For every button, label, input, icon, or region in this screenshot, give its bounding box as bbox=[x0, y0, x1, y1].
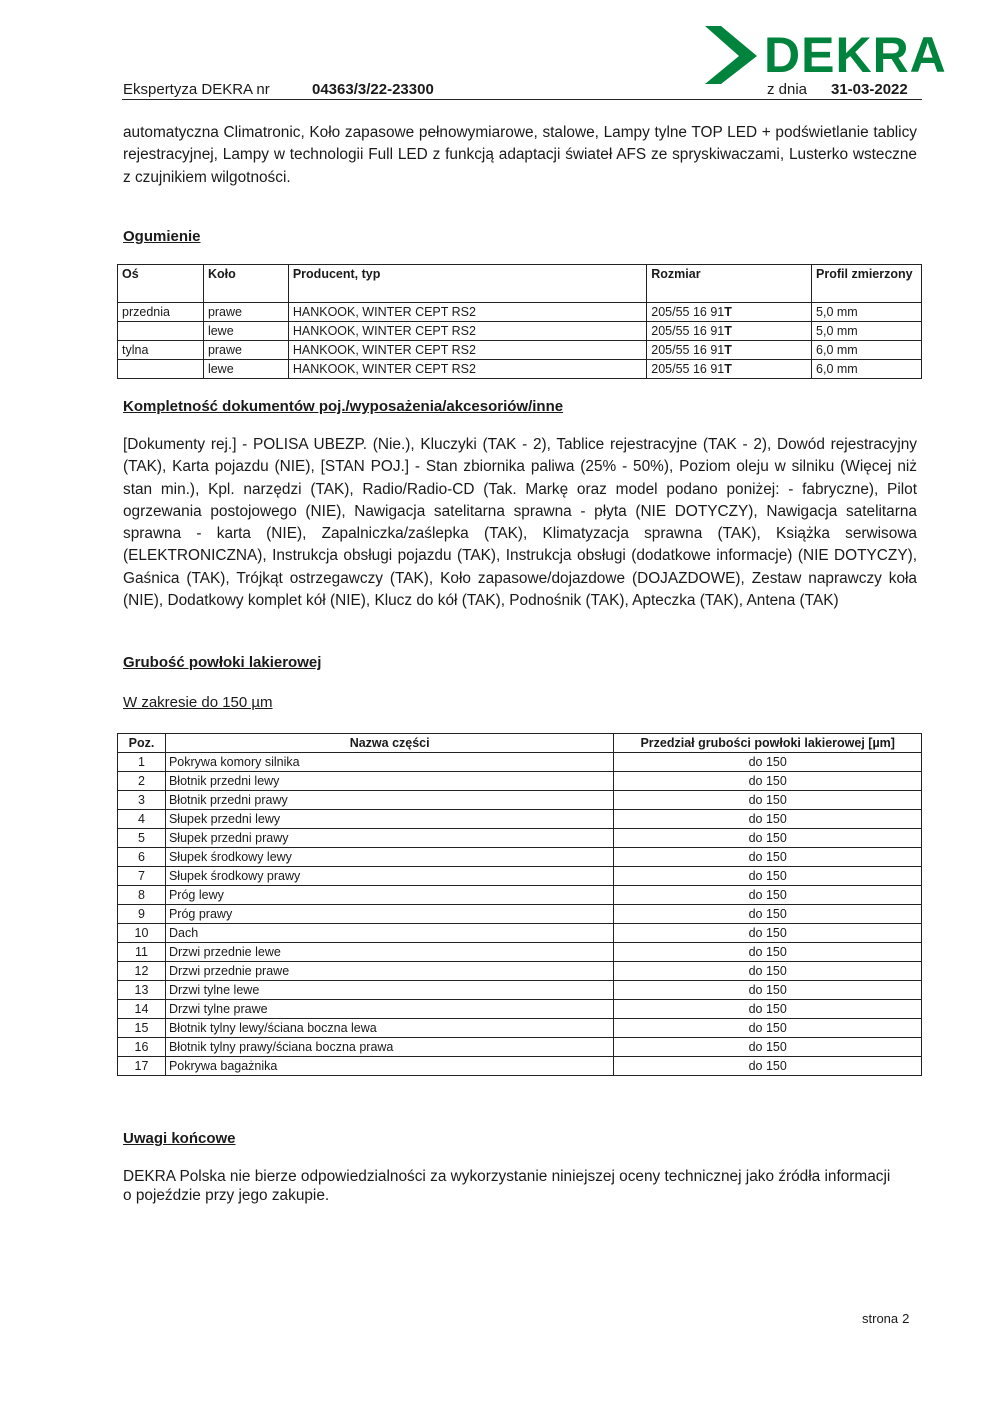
dekra-wordmark: DEKRA bbox=[764, 27, 947, 83]
part-name-cell: Błotnik tylny lewy/ściana boczna lewa bbox=[165, 1019, 613, 1038]
expertise-label: Ekspertyza DEKRA nr bbox=[123, 81, 270, 98]
part-name-cell: Drzwi tylne prawe bbox=[165, 1000, 613, 1019]
completeness-text: [Dokumenty rej.] - POLISA UBEZP. (Nie.), Kluczyki (TAK - 2), Tablice rejestracyjne (TAK - 2), Dowód rejestracyjny (TAK), Karta pojazdu (NIE), [STAN POJ.] - Stan zbiornika paliwa (25% - 50%), Poziom oleju w silniku (Więcej niż stan min.), Kpl. narzędzi (TAK), Radio/Radio-CD (Tak. Markę oraz model podano poniżej: - fabryczne), Pilot ogrzewania postojowego (NIE), Nawigacja satelitarna sprawna - płyta (NIE DOTYCZY), Nawigacja satelitarna sprawna - karta (NIE), Zapalniczka/zaślepka (TAK), Klimatyzacja sprawna (TAK), Książka serwisowa (ELEKTRONICZNA), Instrukcja obsługi pojazdu (TAK), Instrukcja obsługi (dodatkowe informacje) (NIE DOTYCZY), Gaśnica (TAK), Trójkąt ostrzegawczy (TAK), Koło zapasowe/dojazdowe (DOJAZDOWE), Zestaw naprawczy koła (NIE), Dodatkowy komplet kół (NIE), Klucz do kół (TAK), Podnośnik (TAK), Apteczka (TAK), Antena (TAK) bbox=[123, 436, 917, 610]
position-cell: 6 bbox=[118, 848, 166, 867]
document-date: 31-03-2022 bbox=[831, 81, 908, 98]
remarks-text: DEKRA Polska nie bierze odpowiedzialności za wykorzystanie niniejszej oceny technicznej jako źródła informacji o pojeździe przy jego zakupie. bbox=[123, 1168, 891, 1204]
table-row bbox=[118, 303, 922, 322]
table-row bbox=[118, 772, 922, 791]
thickness-cell: do 150 bbox=[614, 753, 922, 772]
table-row bbox=[118, 943, 922, 962]
col-axle: Oś bbox=[118, 265, 204, 303]
part-name-cell: Błotnik przedni lewy bbox=[165, 772, 613, 791]
position-cell: 10 bbox=[118, 924, 166, 943]
col-producer: Producent, typ bbox=[288, 265, 646, 303]
axle-cell bbox=[118, 322, 204, 341]
producer-cell: HANKOOK, WINTER CEPT RS2 bbox=[288, 303, 646, 322]
thickness-cell: do 150 bbox=[614, 943, 922, 962]
table-row bbox=[118, 753, 922, 772]
producer-cell: HANKOOK, WINTER CEPT RS2 bbox=[288, 322, 646, 341]
dekra-arrow-icon bbox=[703, 24, 759, 84]
table-row bbox=[118, 341, 922, 360]
date-label: z dnia bbox=[767, 81, 808, 98]
size-cell bbox=[647, 360, 812, 379]
table-row bbox=[118, 848, 922, 867]
axle-cell: przednia bbox=[118, 303, 204, 322]
thickness-cell: do 150 bbox=[614, 772, 922, 791]
thickness-cell: do 150 bbox=[614, 829, 922, 848]
table-row bbox=[118, 924, 922, 943]
size-cell bbox=[647, 303, 812, 322]
table-row bbox=[118, 1038, 922, 1057]
size-value: 205/55 16 91 bbox=[651, 324, 725, 338]
size-value: 205/55 16 91 bbox=[651, 343, 725, 357]
thickness-cell: do 150 bbox=[614, 886, 922, 905]
table-row bbox=[118, 886, 922, 905]
table-row bbox=[118, 810, 922, 829]
speed-index: T bbox=[724, 324, 732, 338]
position-cell: 5 bbox=[118, 829, 166, 848]
table-row bbox=[118, 1019, 922, 1038]
thickness-cell: do 150 bbox=[614, 1038, 922, 1057]
position-cell: 1 bbox=[118, 753, 166, 772]
paint-table bbox=[117, 733, 922, 1076]
part-name-cell: Próg prawy bbox=[165, 905, 613, 924]
thickness-cell: do 150 bbox=[614, 1000, 922, 1019]
thickness-cell: do 150 bbox=[614, 905, 922, 924]
position-cell: 4 bbox=[118, 810, 166, 829]
part-name-cell: Słupek środkowy prawy bbox=[165, 867, 613, 886]
thickness-cell: do 150 bbox=[614, 1019, 922, 1038]
position-cell: 2 bbox=[118, 772, 166, 791]
table-row bbox=[118, 322, 922, 341]
profile-cell: 6,0 mm bbox=[812, 360, 922, 379]
col-profile: Profil zmierzony bbox=[812, 265, 922, 303]
size-value: 205/55 16 91 bbox=[651, 362, 725, 376]
table-row bbox=[118, 829, 922, 848]
col-thickness-range: Przedział grubości powłoki lakierowej [µm] bbox=[614, 734, 922, 753]
part-name-cell: Błotnik przedni prawy bbox=[165, 791, 613, 810]
speed-index: T bbox=[724, 343, 732, 357]
thickness-cell: do 150 bbox=[614, 867, 922, 886]
producer-cell: HANKOOK, WINTER CEPT RS2 bbox=[288, 341, 646, 360]
wheel-cell: prawe bbox=[203, 303, 288, 322]
position-cell: 11 bbox=[118, 943, 166, 962]
wheel-cell: lewe bbox=[203, 360, 288, 379]
col-position: Poz. bbox=[118, 734, 166, 753]
position-cell: 15 bbox=[118, 1019, 166, 1038]
part-name-cell: Drzwi przednie lewe bbox=[165, 943, 613, 962]
part-name-cell: Słupek środkowy lewy bbox=[165, 848, 613, 867]
position-cell: 13 bbox=[118, 981, 166, 1000]
dekra-logo bbox=[703, 24, 947, 84]
size-cell bbox=[647, 322, 812, 341]
paint-table-body bbox=[118, 753, 922, 1076]
table-row bbox=[118, 360, 922, 379]
part-name-cell: Słupek przedni prawy bbox=[165, 829, 613, 848]
position-cell: 14 bbox=[118, 1000, 166, 1019]
part-name-cell: Słupek przedni lewy bbox=[165, 810, 613, 829]
thickness-cell: do 150 bbox=[614, 791, 922, 810]
equipment-continued-text: automatyczna Climatronic, Koło zapasowe pełnowymiarowe, stalowe, Lampy tylne TOP LED + podświetlanie tablicy rejestracyjnej, Lampy w technologii Full LED z funkcją adaptacji świateł AFS ze spryskiwaczami, Lusterko wsteczne z czujnikiem wilgotności. bbox=[123, 124, 917, 186]
col-size: Rozmiar bbox=[647, 265, 812, 303]
table-row bbox=[118, 867, 922, 886]
table-row bbox=[118, 981, 922, 1000]
part-name-cell: Pokrywa bagażnika bbox=[165, 1057, 613, 1076]
position-cell: 3 bbox=[118, 791, 166, 810]
completeness-heading: Kompletność dokumentów poj./wyposażenia/akcesoriów/inne bbox=[123, 398, 564, 415]
page-number bbox=[862, 1311, 909, 1326]
thickness-cell: do 150 bbox=[614, 1057, 922, 1076]
expertise-number: 04363/3/22-23300 bbox=[312, 81, 434, 98]
paint-heading: Grubość powłoki lakierowej bbox=[123, 654, 322, 671]
thickness-cell: do 150 bbox=[614, 848, 922, 867]
part-name-cell: Dach bbox=[165, 924, 613, 943]
speed-index: T bbox=[724, 305, 732, 319]
part-name-cell: Drzwi przednie prawe bbox=[165, 962, 613, 981]
col-wheel: Koło bbox=[203, 265, 288, 303]
part-name-cell: Próg lewy bbox=[165, 886, 613, 905]
wheel-cell: lewe bbox=[203, 322, 288, 341]
axle-cell bbox=[118, 360, 204, 379]
tires-table bbox=[117, 264, 922, 379]
paint-subheading: W zakresie do 150 µm bbox=[123, 694, 273, 711]
page-value: 2 bbox=[902, 1311, 910, 1326]
profile-cell: 5,0 mm bbox=[812, 322, 922, 341]
table-row bbox=[118, 1057, 922, 1076]
tires-heading: Ogumienie bbox=[123, 228, 201, 245]
table-row bbox=[118, 1000, 922, 1019]
col-part-name: Nazwa części bbox=[165, 734, 613, 753]
position-cell: 17 bbox=[118, 1057, 166, 1076]
position-cell: 8 bbox=[118, 886, 166, 905]
table-row bbox=[118, 905, 922, 924]
axle-cell: tylna bbox=[118, 341, 204, 360]
part-name-cell: Błotnik tylny prawy/ściana boczna prawa bbox=[165, 1038, 613, 1057]
position-cell: 16 bbox=[118, 1038, 166, 1057]
producer-cell: HANKOOK, WINTER CEPT RS2 bbox=[288, 360, 646, 379]
speed-index: T bbox=[724, 362, 732, 376]
position-cell: 12 bbox=[118, 962, 166, 981]
part-name-cell: Drzwi tylne lewe bbox=[165, 981, 613, 1000]
table-row bbox=[118, 791, 922, 810]
size-value: 205/55 16 91 bbox=[651, 305, 725, 319]
size-cell bbox=[647, 341, 812, 360]
remarks-heading: Uwagi końcowe bbox=[123, 1130, 236, 1147]
part-name-cell: Pokrywa komory silnika bbox=[165, 753, 613, 772]
position-cell: 7 bbox=[118, 867, 166, 886]
paint-header-row bbox=[118, 734, 922, 753]
profile-cell: 5,0 mm bbox=[812, 303, 922, 322]
table-row bbox=[118, 962, 922, 981]
thickness-cell: do 150 bbox=[614, 924, 922, 943]
document-header bbox=[122, 80, 922, 100]
profile-cell: 6,0 mm bbox=[812, 341, 922, 360]
thickness-cell: do 150 bbox=[614, 981, 922, 1000]
thickness-cell: do 150 bbox=[614, 810, 922, 829]
thickness-cell: do 150 bbox=[614, 962, 922, 981]
wheel-cell: prawe bbox=[203, 341, 288, 360]
tires-header-row bbox=[118, 265, 922, 303]
position-cell: 9 bbox=[118, 905, 166, 924]
page-label: strona bbox=[862, 1311, 899, 1326]
